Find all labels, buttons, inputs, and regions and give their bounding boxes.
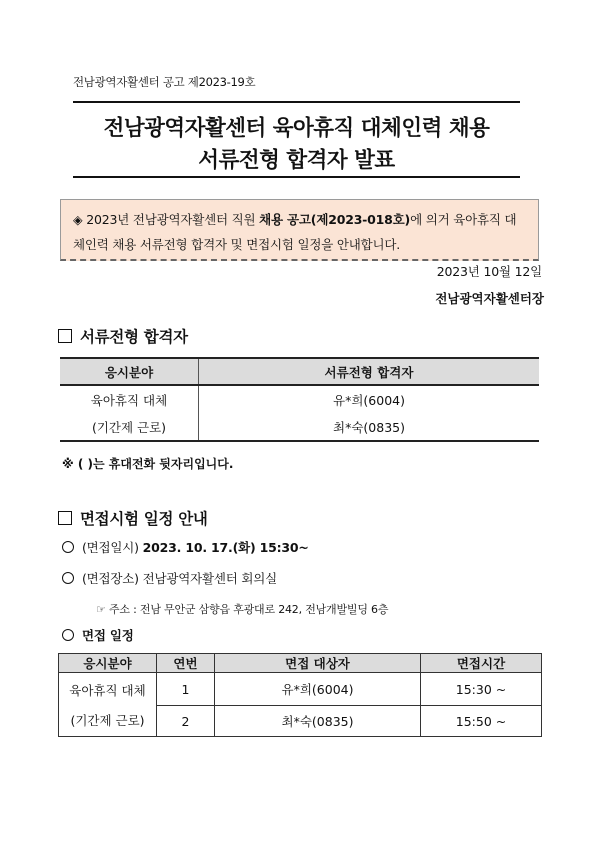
- header-field: 응시분야: [60, 358, 199, 385]
- table-header-row: [60, 358, 539, 385]
- interview-place: [62, 569, 277, 587]
- field-line1: 육아휴직 대체: [60, 385, 199, 413]
- interview-datetime: [62, 538, 309, 556]
- phone-note: ※ ( )는 휴대전화 뒷자리입니다.: [62, 457, 234, 471]
- row-no: 2: [157, 706, 215, 737]
- screening-result-table: [60, 357, 539, 442]
- section-interview-schedule: [58, 507, 208, 529]
- row-time: 15:50 ~: [421, 706, 542, 737]
- title-top-rule: [73, 101, 520, 103]
- notice-number: 전남광역자활센터 공고 제2023-19호: [73, 75, 256, 89]
- callout-text-before: 2023년 전남광역자활센터 직원: [82, 212, 260, 227]
- circle-bullet-icon: [62, 629, 74, 641]
- header-passers: 서류전형 합격자: [199, 358, 540, 385]
- row-candidate: 유*희(6004): [215, 673, 421, 706]
- schedule-field-line1: 육아휴직 대체: [69, 682, 146, 698]
- page-title-line1: 전남광역자활센터 육아휴직 대체인력 채용: [103, 116, 490, 141]
- organization-name: 전남광역자활센터장: [435, 291, 544, 306]
- callout-text-bold: 채용 공고(제2023-018호): [259, 212, 411, 227]
- section1-title: 서류전형 합격자: [80, 328, 188, 346]
- table-row: [60, 385, 539, 413]
- schedule-heading: [62, 626, 134, 644]
- header-candidate: 면접 대상자: [215, 654, 421, 673]
- row-candidate: 최*숙(0835): [215, 706, 421, 737]
- header-no: 연번: [157, 654, 215, 673]
- schedule-title: 면접 일정: [82, 628, 134, 643]
- checkbox-square-icon: [58, 329, 72, 343]
- field-line2: (기간제 근로): [60, 413, 199, 441]
- header-field: 응시분야: [59, 654, 157, 673]
- page-title-line2: 서류전형 합격자 발표: [198, 148, 395, 173]
- table-row: [60, 413, 539, 441]
- schedule-field-line2: (기간제 근로): [70, 712, 145, 728]
- table-row: [59, 673, 542, 706]
- datetime-value: 2023. 10. 17.(화) 15:30~: [142, 540, 309, 555]
- table-header-row: [59, 654, 542, 673]
- datetime-label: (면접일시): [82, 540, 143, 555]
- passer-2: 최*숙(0835): [199, 413, 540, 441]
- row-time: 15:30 ~: [421, 673, 542, 706]
- circle-bullet-icon: [62, 541, 74, 553]
- header-time: 면접시간: [421, 654, 542, 673]
- announcement-callout: [60, 199, 539, 261]
- passer-1: 유*희(6004): [199, 385, 540, 413]
- announcement-date: 2023년 10월 12일: [436, 264, 542, 279]
- interview-schedule-table: [58, 653, 542, 737]
- place-label: (면접장소): [82, 571, 143, 586]
- checkbox-square-icon: [58, 511, 72, 525]
- callout-text-after: 에 의거 육아휴직 대체인력 채용 서류전형 합격자 및 면접시험 일정을 안내합니다.: [73, 212, 517, 252]
- section2-title: 면접시험 일정 안내: [80, 510, 208, 528]
- title-bottom-rule: [73, 176, 520, 178]
- row-no: 1: [157, 673, 215, 706]
- schedule-field: [59, 673, 157, 737]
- venue-address: ☞ 주소 : 전남 무안군 삼향읍 후광대로 242, 전남개발빌딩 6층: [96, 603, 389, 616]
- circle-bullet-icon: [62, 572, 74, 584]
- section-document-screening: [58, 325, 188, 347]
- place-value: 전남광역자활센터 회의실: [142, 571, 278, 586]
- diamond-icon: ◈: [73, 212, 83, 227]
